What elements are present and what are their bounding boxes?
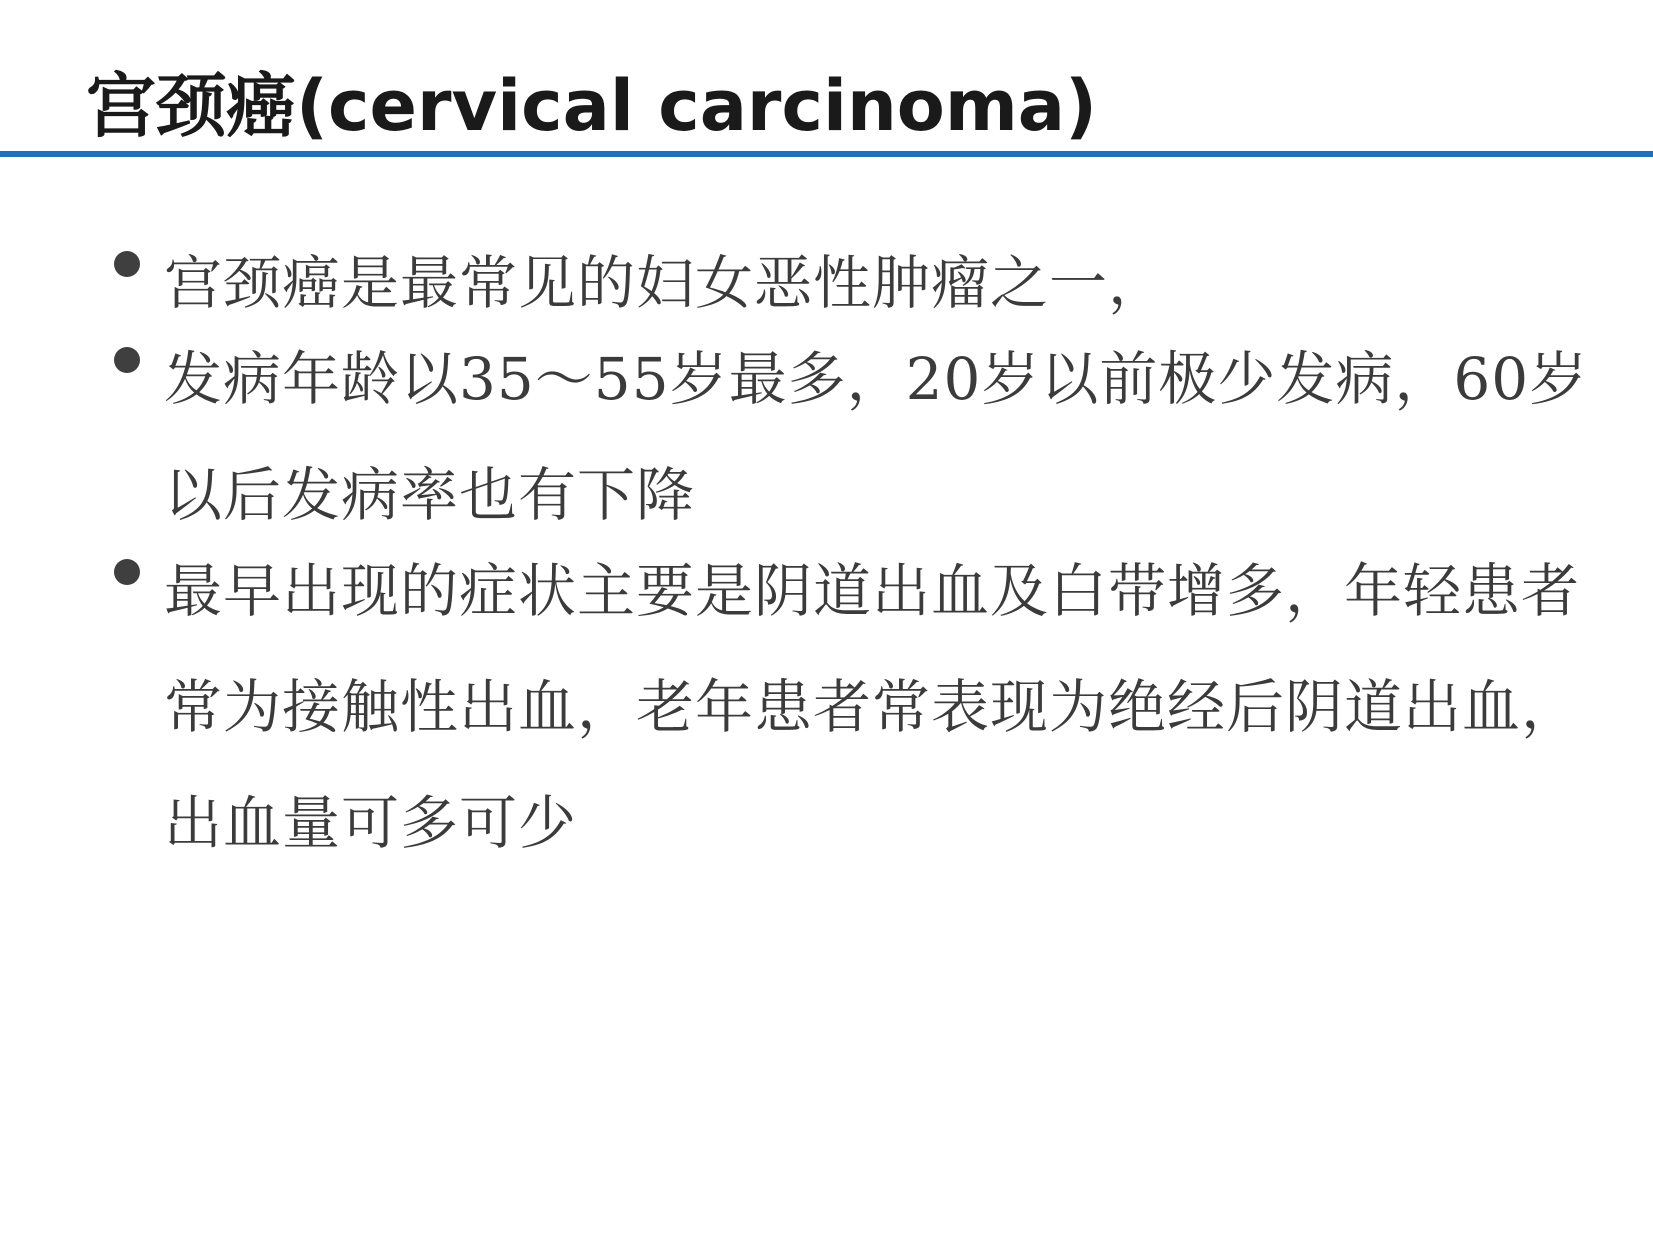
bullet-list — [100, 249, 1610, 893]
bullet-text: 宫颈癌是最常见的妇女恶性肿瘤之一， — [164, 249, 1168, 317]
bullet-text: 发病年龄以35～55岁最多，20岁以前极少发病，60岁以后发病率也有下降 — [164, 345, 1589, 529]
list-item — [100, 533, 1610, 881]
bullet-text: 最早出现的症状主要是阴道出血及白带增多，年轻患者常为接触性出血，老年患者常表现为绝经后阴道出血，出血量可多可少 — [164, 557, 1581, 857]
bullet-dot-icon — [114, 251, 140, 277]
list-item — [100, 321, 1610, 553]
bullet-dot-icon — [114, 347, 140, 373]
title-underline — [0, 151, 1653, 157]
slide-title: 宫颈癌(cervical carcinoma) — [86, 65, 1098, 147]
bullet-dot-icon — [114, 559, 140, 585]
